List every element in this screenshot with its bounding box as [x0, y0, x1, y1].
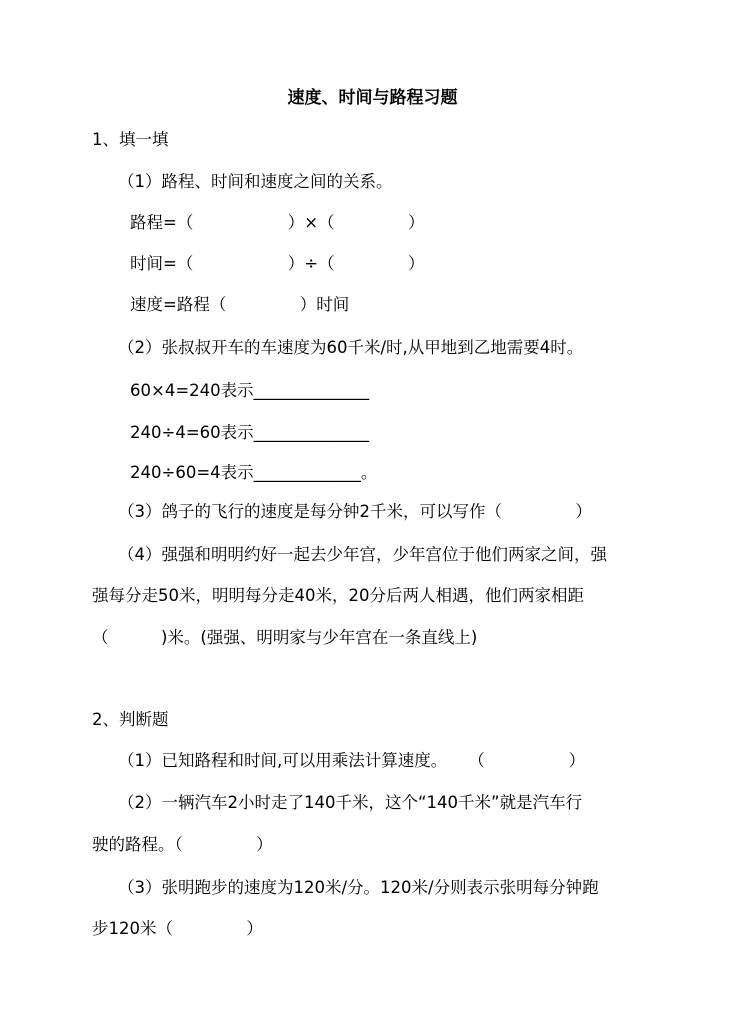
s1-q2-line2: 240÷4=60表示______________ [130, 423, 370, 442]
s1-q2-text: （2）张叔叔开车的车速度为60千米/时,从甲地到乙地需要4时。 [118, 338, 584, 357]
s1-q3-text: （3）鸽子的飞行的速度是每分钟2千米，可以写作（ ） [118, 502, 592, 521]
s2-q2-line2: 驶的路程。（ ） [92, 835, 273, 854]
s1-q2-line1: 60×4=240表示______________ [130, 381, 370, 400]
s1-q2-line3: 240÷60=4表示_____________。 [130, 463, 378, 482]
s2-q3-line2: 步120米（ ） [92, 919, 263, 938]
section2-heading: 2、判断题 [92, 710, 169, 729]
s1-q1-line2: 时间=（ ）÷（ ） [130, 254, 425, 273]
s2-q1-text: （1）已知路程和时间,可以用乘法计算速度。 （ ） [118, 751, 586, 770]
page-title: 速度、时间与路程习题 [287, 88, 458, 108]
s1-q4-line1: （4）强强和明明约好一起去少年宫，少年宫位于他们两家之间，强 [118, 545, 607, 564]
s2-q3-line1: （3）张明跑步的速度为120米/分。120米/分则表示张明每分钟跑 [118, 878, 599, 897]
s1-q1-text: （1）路程、时间和速度之间的关系。 [118, 172, 393, 191]
s1-q1-line3: 速度=路程（ ）时间 [130, 295, 350, 314]
section1-heading: 1、填一填 [92, 130, 169, 149]
s1-q1-line1: 路程=（ ）×（ ） [130, 213, 425, 232]
s1-q4-line2: 强每分走50米，明明每分走40米，20分后两人相遇，他们两家相距 [92, 586, 584, 605]
s2-q2-line1: （2）一辆汽车2小时走了140千米，这个“140千米”就是汽车行 [118, 793, 583, 812]
s1-q4-line3: （ )米。(强强、明明家与少年宫在一条直线上) [92, 628, 478, 647]
